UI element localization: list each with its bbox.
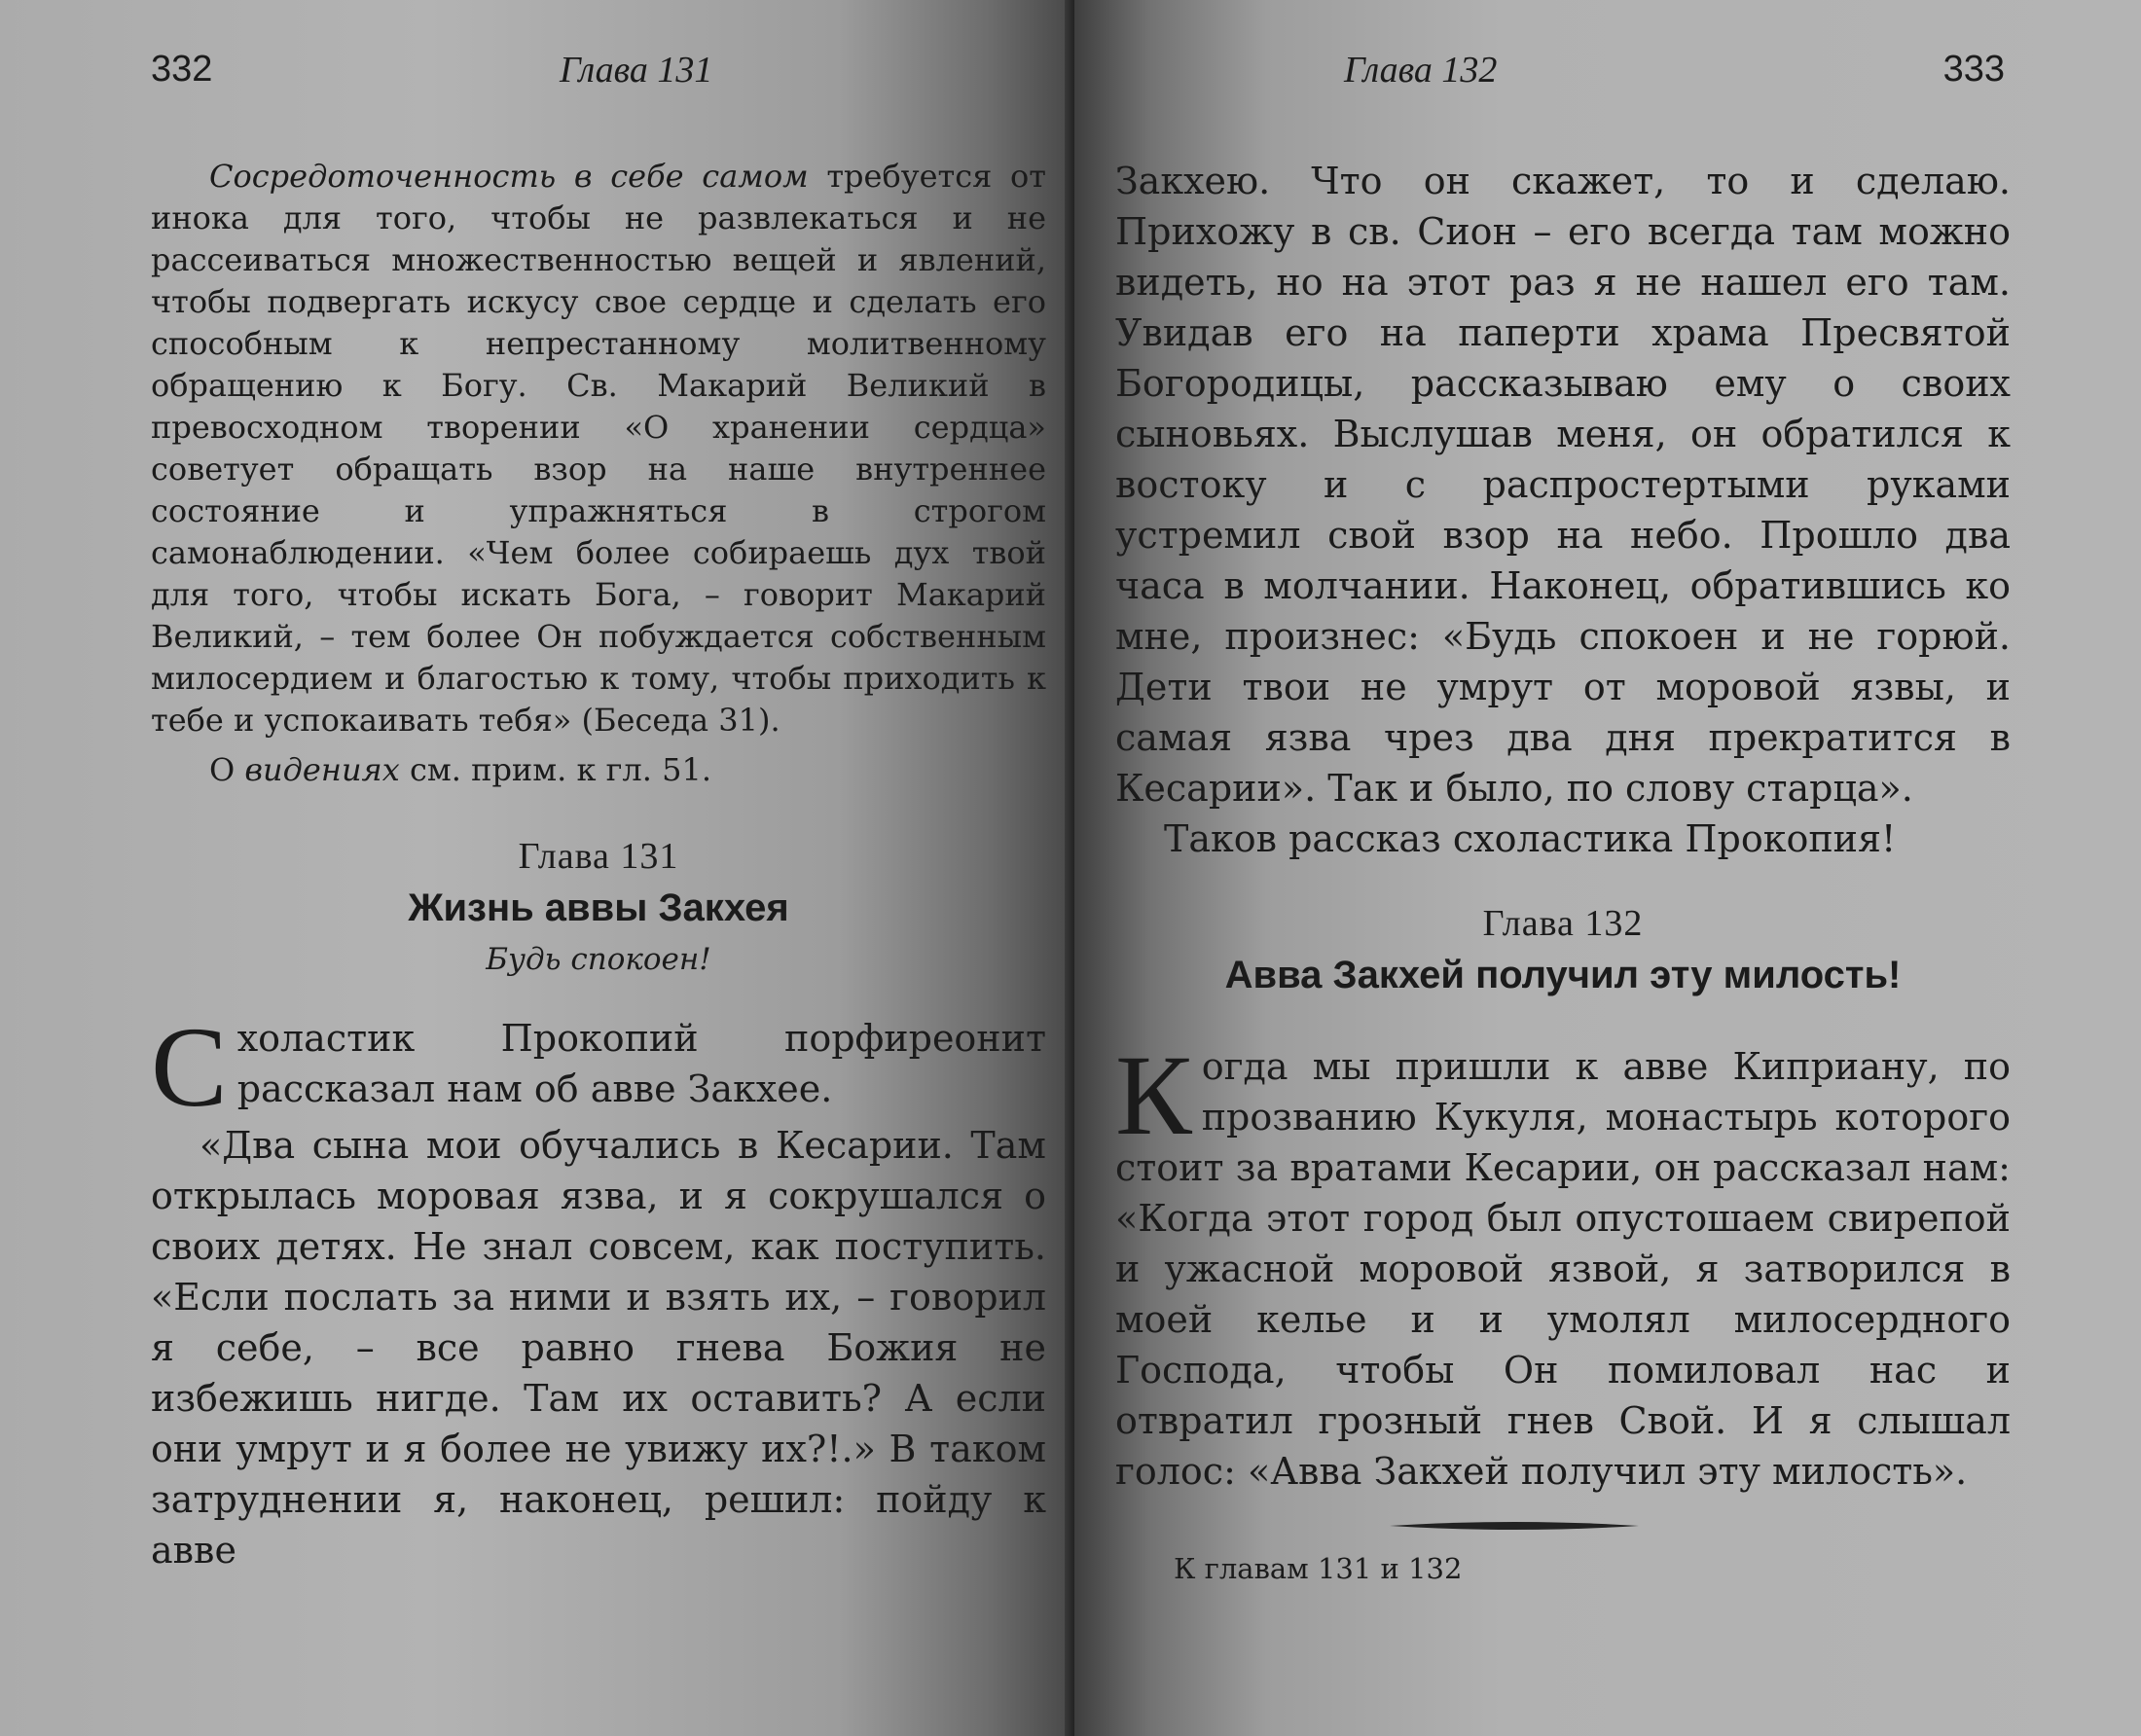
left-running-title: Глава 131 — [560, 50, 713, 90]
chapter-131-paragraph-2: «Два сына мои обучались в Кесарии. Там открылась моровая язва, и я сокрушался о своих детях. Не знал совсем, как поступить. «Если послать за ними и взять их, – говорил я себе, – все равно гнева Божия не избежишь нигде. Там их оставить? А если они умрут и я более не увижу их?!.» В таком затруднении я, наконец, решил: пойду к авве — [151, 1124, 1046, 1572]
footnote-heading: К главам 131 и 132 — [1174, 1552, 1463, 1585]
chapter-label: Глава 132 — [1482, 903, 1644, 944]
chapter-132-heading — [1115, 899, 2011, 1002]
chapter-title: Авва Закхей получил эту милость! — [1224, 954, 1902, 996]
chapter-131-paragraph-1: Схоластик Прокопий порфиреонит рассказал нам об авве Закхее. — [151, 1003, 1046, 1131]
chapter-epigraph: Будь спокоен! — [486, 942, 711, 977]
right-running-title: Глава 132 — [1344, 50, 1498, 90]
note-paragraph-concentration: Сосредоточенность в себе самом требуется от инока для того, чтобы не развлекаться и не рассеиваться множественностью вещей и явлений, чтобы подвергать искусу свое сердце и сделать его способным к непрестанному молитвенному обращению к Богу. Св. Макарий Великий в превосходном творении «О хранении сердца» советует обращать взор на наше внутреннее состояние и упражняться в строгом самонаблюдении. «Чем более собираешь дух твой для того, чтобы искать Бога, – говорит Макарий Великий, – тем более Он побуждается собственным милосердием и благостью к тому, чтобы приходить к тебе и успокаивать тебя» (Беседа 31). — [151, 158, 1047, 739]
drop-cap: К — [1115, 1031, 1192, 1159]
right-page — [1074, 0, 2141, 1736]
ornamental-divider — [1388, 1518, 1641, 1534]
drop-cap: С — [151, 1003, 228, 1131]
right-page-number: 333 — [1942, 49, 2005, 90]
chapter-132-paragraph-1: Когда мы пришли к авве Киприану, по прозванию Кукуля, монастырь которого стоит за вратами Кесарии, он рассказал нам: «Когда этот город был опустошаем свирепой и ужасной моровой язвой, я затворился в моей келье и и умолял милосердного Господа, чтобы Он помиловал нас и отвратил грозный гнев Свой. И я слышал голос: «Авва Закхей получил эту милость». — [1115, 1031, 2011, 1493]
note-paragraph-visions: О видениях см. прим. к гл. 51. — [209, 751, 711, 788]
chapter-131-closing-line: Таков рассказ схоластика Прокопия! — [1164, 817, 1897, 860]
left-running-head — [151, 49, 1074, 107]
chapter-131-continuation: Закхею. Что он скажет, то и сделаю. Прихожу в св. Сион – его всегда там можно видеть, но на этот раз я не нашел его там. Увидав его на паперти храма Пресвятой Богородицы, рассказываю ему о своих сыновьях. Выслушав меня, он обратился к востоку и с распростертыми руками устремил свой взор на небо. Прошло два часа в молчании. Наконец, обратившись ко мне, произнес: «Будь спокоен и не горюй. Дети твои не умрут от моровой язвы, и самая язва чрез два дня прекратится в Кесарии». Так и было, по слову старца». — [1115, 160, 2011, 810]
right-running-head — [1115, 49, 2005, 107]
left-page-number: 332 — [151, 49, 213, 90]
chapter-label: Глава 131 — [518, 836, 679, 877]
chapter-131-heading — [151, 832, 1046, 984]
chapter-title: Жизнь аввы Закхея — [408, 886, 789, 929]
